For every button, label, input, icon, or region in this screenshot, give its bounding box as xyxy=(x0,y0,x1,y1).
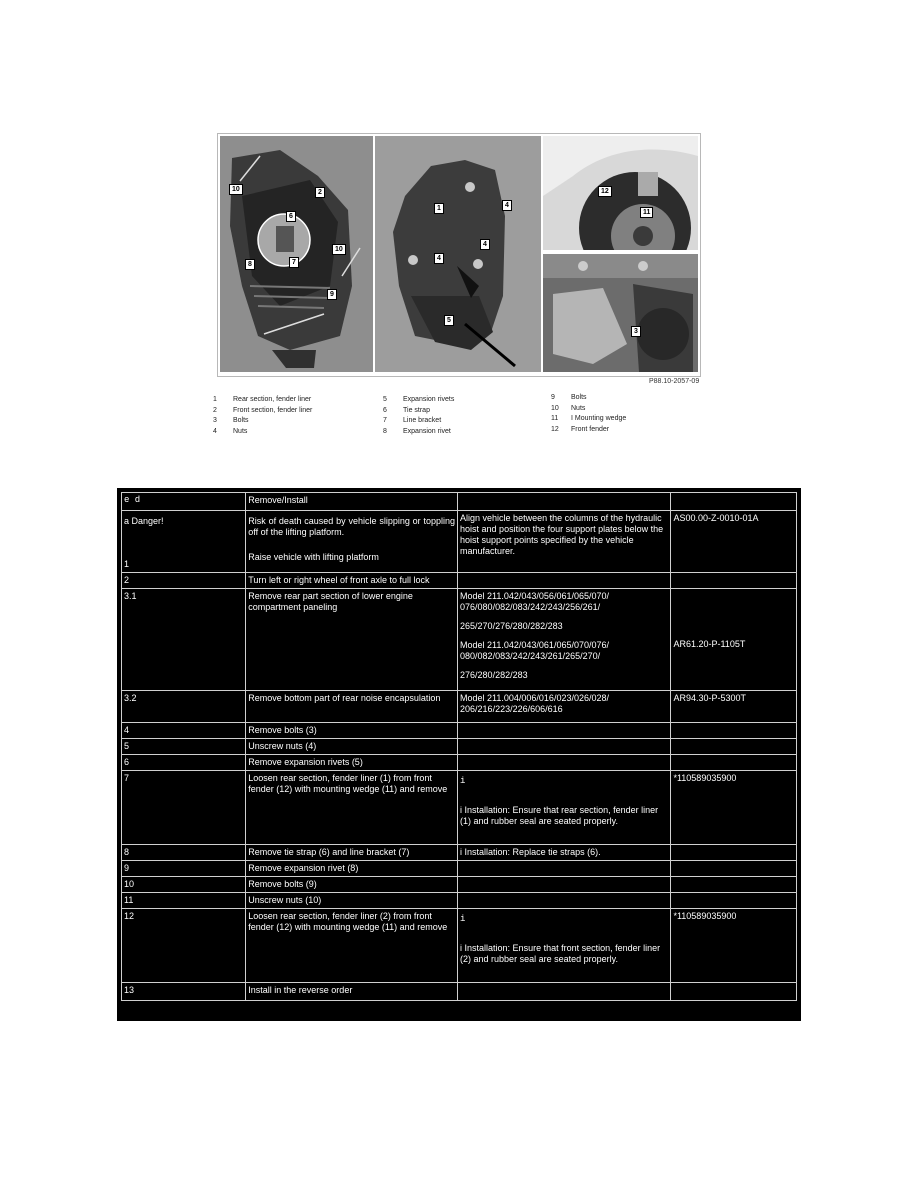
step-action: Loosen rear section, fender liner (2) from front fender (12) with mounting wedge (11) and remove xyxy=(246,909,458,983)
table-row xyxy=(122,589,797,691)
callout-4-left: 4 xyxy=(434,253,444,264)
info-icon: i xyxy=(460,776,466,786)
danger-text: Risk of death caused by vehicle slipping or toppling off of the lifting platform. xyxy=(248,516,456,537)
step-number: 12 xyxy=(122,909,246,983)
legend-item: 8 Expansion rivet xyxy=(383,427,451,435)
step-number: 9 xyxy=(122,861,246,877)
model-list: Model 211.042/043/056/061/065/070/ 076/080/082/083/242/243/256/261/ xyxy=(460,591,609,612)
callout-4-right: 4 xyxy=(480,239,490,250)
step-action: Loosen rear section, fender liner (1) from front fender (12) with mounting wedge (11) and remove xyxy=(246,771,458,845)
procedure-table xyxy=(121,492,797,1001)
underbody-photo xyxy=(543,254,698,372)
callout-8: 8 xyxy=(245,259,255,270)
legend-item: 11 I Mounting wedge xyxy=(551,415,627,423)
danger-label: a Danger! xyxy=(124,516,164,526)
wheel-arch-illustration xyxy=(543,136,698,250)
model-list: Model 211.004/006/016/023/026/028/ 206/216/223/226/606/616 xyxy=(458,691,671,723)
step-action: Remove bolts (9) xyxy=(246,877,458,893)
step-action: Remove expansion rivet (8) xyxy=(246,861,458,877)
rear-liner-photo xyxy=(220,136,373,372)
step-number: 7 xyxy=(122,771,246,845)
legend-item: 12 Front fender xyxy=(551,425,610,433)
table-row xyxy=(122,861,797,877)
wheel-arch-photo xyxy=(543,136,698,250)
callout-1: 1 xyxy=(434,203,444,214)
exploded-view-figure xyxy=(217,133,701,377)
table-row xyxy=(122,691,797,723)
action-header: Remove/Install xyxy=(246,493,458,511)
callout-9: 9 xyxy=(327,289,337,300)
callout-5: 5 xyxy=(444,315,454,326)
table-row xyxy=(122,573,797,589)
model-list: 276/280/282/283 xyxy=(460,670,528,680)
tool-number: *110589035900 xyxy=(671,771,797,845)
tool-number: *110589035900 xyxy=(671,909,797,983)
front-liner-photo xyxy=(375,136,541,372)
figure-code: P88.10-2057-09 xyxy=(649,378,700,385)
step-number: 1 xyxy=(124,559,130,569)
legend-item: 10 Nuts xyxy=(551,404,586,412)
legend-column-2 xyxy=(383,395,454,437)
table-row-danger xyxy=(122,511,797,573)
callout-7: 7 xyxy=(289,257,299,268)
rear-liner-illustration xyxy=(220,136,373,372)
table-header-row xyxy=(122,493,797,511)
table-row xyxy=(122,877,797,893)
table-row xyxy=(122,723,797,739)
step-number: 3.1 xyxy=(122,589,246,691)
danger-note: Align vehicle between the columns of the hydraulic hoist and position the four support plates below the hoist support points specified by the vehicle manufacturer. xyxy=(458,511,671,573)
table-row xyxy=(122,983,797,1001)
step-number: 13 xyxy=(122,983,246,1001)
legend-item: 9 Bolts xyxy=(551,394,587,401)
callout-2: 2 xyxy=(315,187,325,198)
danger-reference: AS00.00-Z-0010-01A xyxy=(671,511,797,573)
step-action: Unscrew nuts (4) xyxy=(246,739,458,755)
step-number: 3.2 xyxy=(122,691,246,723)
callout-11: 11 xyxy=(640,207,653,218)
table-row xyxy=(122,845,797,861)
legend-item: 5 Expansion rivets xyxy=(383,396,455,403)
legend-item: 4 Nuts xyxy=(213,427,248,435)
step-number: 11 xyxy=(122,893,246,909)
step-action: Remove bolts (3) xyxy=(246,723,458,739)
step-action: Remove bottom part of rear noise encapsulation xyxy=(246,691,458,723)
legend-column-1 xyxy=(213,395,312,437)
procedure-table-frame xyxy=(117,488,801,1021)
step-action: Turn left or right wheel of front axle to full lock xyxy=(246,573,458,589)
step-number: 2 xyxy=(122,573,246,589)
legend-item: 6 Tie strap xyxy=(383,406,430,414)
legend-item: 7 Line bracket xyxy=(383,417,442,425)
callout-10: 10 xyxy=(229,184,243,195)
step-number: 8 xyxy=(122,845,246,861)
step-action: Install in the reverse order xyxy=(246,983,458,1001)
installation-note: i Installation: Replace tie straps (6). xyxy=(458,845,671,861)
table-row xyxy=(122,755,797,771)
step-header: e d xyxy=(122,493,246,511)
table-row xyxy=(122,771,797,845)
table-row xyxy=(122,893,797,909)
legend-item: 3 Bolts xyxy=(213,417,249,425)
table-row xyxy=(122,909,797,983)
legend-column-3 xyxy=(551,393,626,435)
reference-link[interactable]: AR61.20-P-1105T xyxy=(673,639,746,649)
callout-4-top: 4 xyxy=(502,200,512,211)
table-row xyxy=(122,739,797,755)
step-number: 6 xyxy=(122,755,246,771)
underbody-illustration xyxy=(543,254,698,372)
step-number: 10 xyxy=(122,877,246,893)
callout-3: 3 xyxy=(631,326,641,337)
step-number: 5 xyxy=(122,739,246,755)
installation-note: i Installation: Ensure that rear section, fender liner (1) and rubber seal are seated properly. xyxy=(460,805,659,826)
reference-link[interactable]: AR94.30-P-5300T xyxy=(671,691,797,723)
callout-10-right: 10 xyxy=(332,244,346,255)
step-number: 4 xyxy=(122,723,246,739)
step-action: Remove rear part section of lower engine compartment paneling xyxy=(246,589,458,691)
step-action: Remove expansion rivets (5) xyxy=(246,755,458,771)
legend-item: 2 Front section, fender liner xyxy=(213,406,313,414)
callout-12: 12 xyxy=(598,186,612,197)
callout-6: 6 xyxy=(286,211,296,222)
installation-note: i Installation: Ensure that front section, fender liner (2) and rubber seal are seated properly. xyxy=(460,943,661,964)
model-list: Model 211.042/043/061/065/070/076/ 080/082/083/242/243/261/265/270/ xyxy=(460,640,609,661)
step-action: Remove tie strap (6) and line bracket (7) xyxy=(246,845,458,861)
info-icon: i xyxy=(460,914,466,924)
step-action: Unscrew nuts (10) xyxy=(246,893,458,909)
legend-item: 1 Rear section, fender liner xyxy=(213,396,312,403)
step-action: Raise vehicle with lifting platform xyxy=(248,552,379,562)
model-list: 265/270/276/280/282/283 xyxy=(460,621,563,631)
front-liner-illustration xyxy=(375,136,541,372)
